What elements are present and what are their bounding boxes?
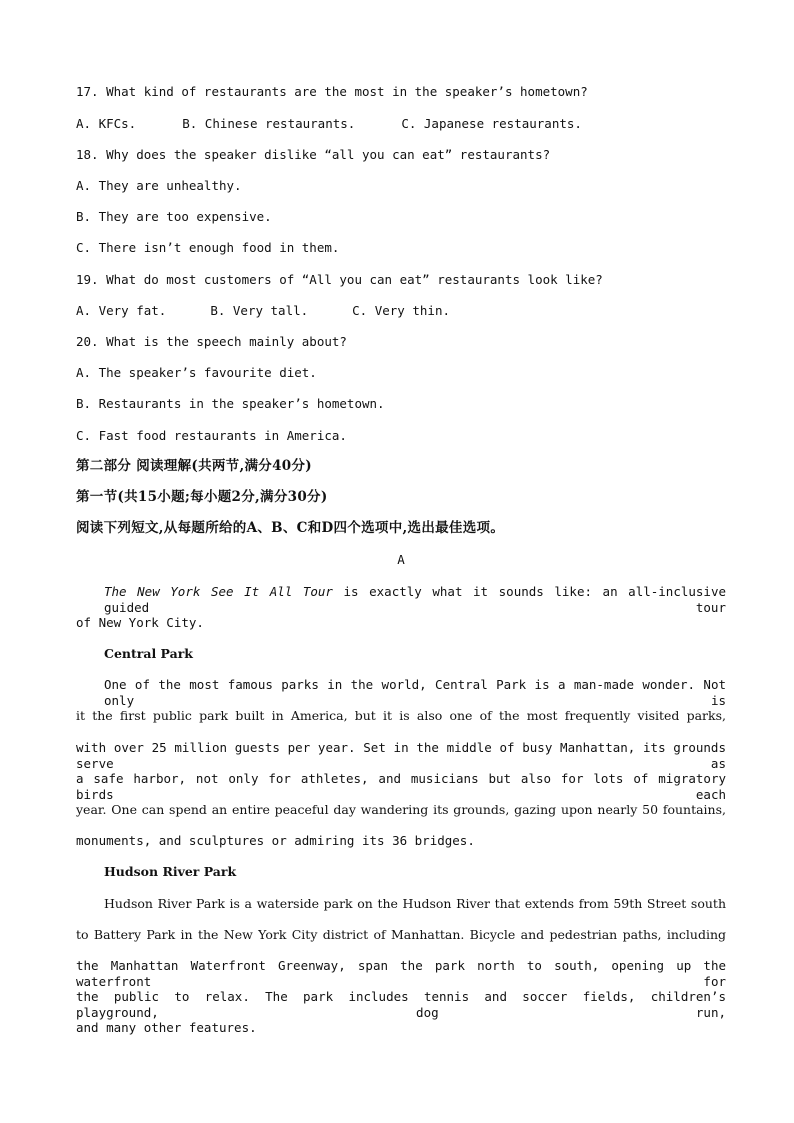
part-title: 第二部分 阅读理解(共两节,满分40分)	[76, 458, 312, 474]
hudson-park-line: Hudson River Park is a waterside park on the Hudson River that extends from 59th Street south	[104, 896, 726, 911]
tour-title: The New York See It All Tour	[104, 584, 333, 599]
central-park-line: year. One can spend an entire peaceful day wandering its grounds, gazing upon nearly 50 fountains,	[76, 802, 726, 817]
question-17-options	[76, 116, 726, 132]
question-20-option-a[interactable]: A. The speaker’s favourite diet.	[76, 365, 317, 380]
central-park-line: monuments, and sculptures or admiring its 36 bridges.	[76, 833, 475, 848]
question-20-option-b[interactable]: B. Restaurants in the speaker’s hometown.	[76, 396, 385, 411]
central-park-heading: Central Park	[104, 646, 193, 661]
option-c[interactable]: C. Very thin.	[352, 303, 450, 318]
question-20: 20. What is the speech mainly about?	[76, 334, 347, 349]
reading-instruction: 阅读下列短文,从每题所给的A、B、C和D四个选项中,选出最佳选项。	[76, 520, 505, 536]
hudson-park-heading: Hudson River Park	[104, 864, 237, 879]
question-18: 18. Why does the speaker dislike “all you can eat” restaurants?	[76, 147, 551, 162]
option-a[interactable]: A. KFCs.	[76, 116, 137, 131]
central-park-line: it the first public park built in America, but it is also one of the most frequently visited parks,	[76, 708, 726, 723]
question-18-option-a[interactable]: A. They are unhealthy.	[76, 178, 242, 193]
intro-line-2: of New York City.	[76, 615, 204, 630]
option-a[interactable]: A. Very fat.	[76, 303, 167, 318]
question-17: 17. What kind of restaurants are the most in the speaker’s hometown?	[76, 84, 588, 99]
hudson-park-line: the public to relax. The park includes tennis and soccer fields, children’s playground, dog run,	[76, 989, 726, 1020]
question-19: 19. What do most customers of “All you can eat” restaurants look like?	[76, 272, 603, 287]
option-b[interactable]: B. Very tall.	[210, 303, 309, 318]
central-park-line: with over 25 million guests per year. Set in the middle of busy Manhattan, its grounds serve as	[76, 740, 726, 771]
option-b[interactable]: B. Chinese restaurants.	[182, 116, 356, 131]
intro-rest: is exactly what it sounds like: an all-inclusive guided tour	[104, 584, 727, 615]
central-park-line: One of the most famous parks in the world, Central Park is a man-made wonder. Not only is	[104, 677, 726, 708]
hudson-park-line: the Manhattan Waterfront Greenway, span the park north to south, opening up the waterfront for	[76, 958, 726, 989]
intro-line-1	[104, 584, 726, 616]
option-c[interactable]: C. Japanese restaurants.	[401, 116, 582, 131]
hudson-park-line: to Battery Park in the New York City district of Manhattan. Bicycle and pedestrian paths, including	[76, 927, 726, 942]
question-20-option-c[interactable]: C. Fast food restaurants in America.	[76, 428, 347, 443]
question-19-options	[76, 303, 726, 319]
passage-letter: A	[397, 552, 405, 567]
question-18-option-c[interactable]: C. There isn’t enough food in them.	[76, 240, 340, 255]
section-title: 第一节(共15小题;每小题2分,满分30分)	[76, 489, 328, 505]
question-18-option-b[interactable]: B. They are too expensive.	[76, 209, 272, 224]
hudson-park-line: and many other features.	[76, 1020, 257, 1035]
central-park-line: a safe harbor, not only for athletes, and musicians but also for lots of migratory birds each	[76, 771, 726, 802]
